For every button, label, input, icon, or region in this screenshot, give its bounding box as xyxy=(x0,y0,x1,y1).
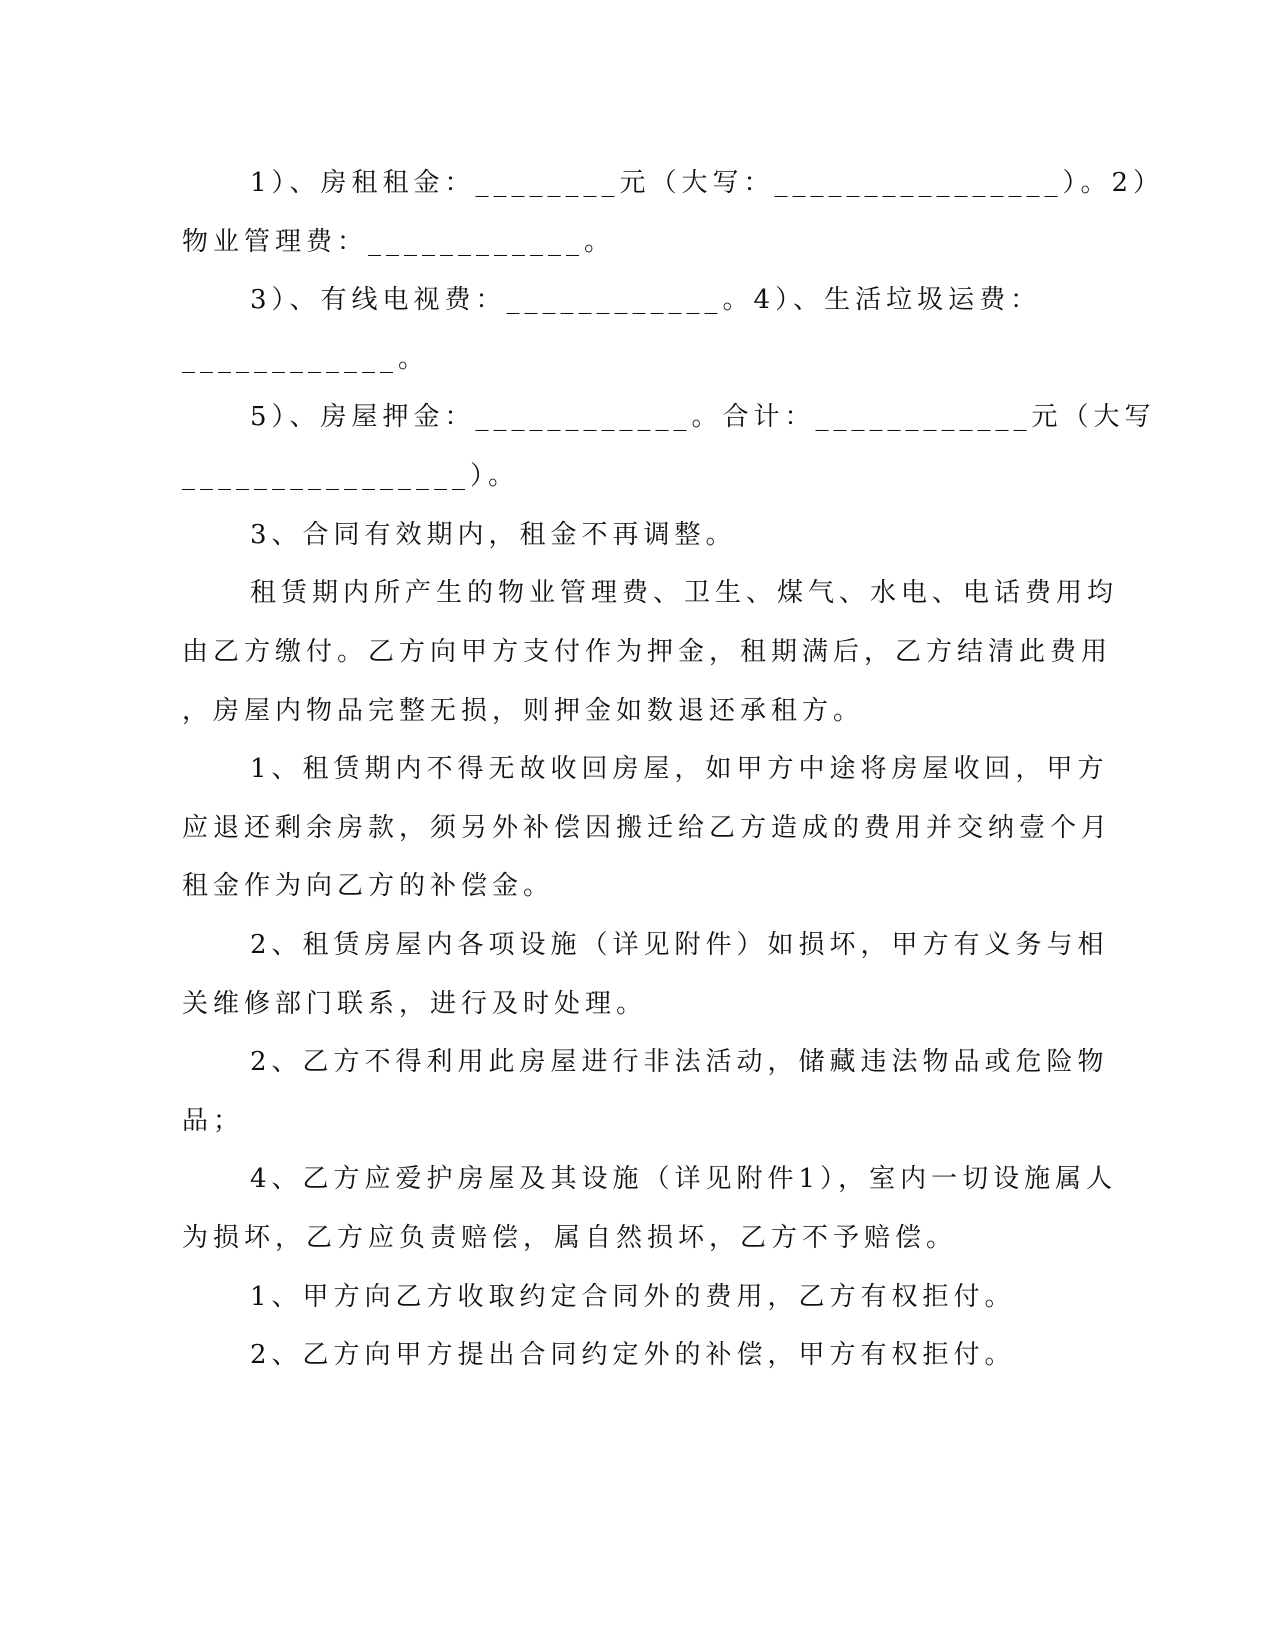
text-line-clause-2-refuse: 2、乙方向甲方提出合同约定外的补偿，甲方有权拒付。 xyxy=(250,1340,1016,1370)
text-line-clause-1-c: 租金作为向乙方的补偿金。 xyxy=(182,871,555,901)
text-line-clause-2-b: 关维修部门联系，进行及时处理。 xyxy=(182,989,648,1019)
text-line-clause-1-a: 1、租赁期内不得无故收回房屋，如甲方中途将房屋收回，甲方 xyxy=(250,754,1109,784)
text-line-clause-2-a: 2、租赁房屋内各项设施（详见附件）如损坏，甲方有义务与相 xyxy=(250,930,1109,960)
text-line-clause-1-refuse: 1、甲方向乙方收取约定合同外的费用，乙方有权拒付。 xyxy=(250,1282,1016,1312)
text-line-fees-paragraph-1: 租赁期内所产生的物业管理费、卫生、煤气、水电、电话费用均 xyxy=(250,578,1119,608)
text-line-property-fee: 物业管理费：____________。 xyxy=(182,227,616,257)
text-line-cable-tv-fee: 3）、有线电视费：____________。4）、生活垃圾运费： xyxy=(250,285,1042,315)
text-line-fees-paragraph-2: 由乙方缴付。乙方向甲方支付作为押金，租期满后，乙方结清此费用 xyxy=(182,637,1113,667)
text-line-total-capital: ________________）。 xyxy=(182,461,520,491)
text-line-clause-4-b: 为损坏，乙方应负责赔偿，属自然损坏，乙方不予赔偿。 xyxy=(182,1223,958,1253)
text-line-clause-1-b: 应退还剩余房款，须另外补偿因搬迁给乙方造成的费用并交纳壹个月 xyxy=(182,813,1113,843)
text-line-deposit-total: 5）、房屋押金：____________。合计：____________元（大写 xyxy=(250,402,1156,432)
text-line-rent: 1）、房租租金：________元（大写：________________）。2） xyxy=(250,168,1165,198)
text-line-clause-4-a: 4、乙方应爱护房屋及其设施（详见附件1），室内一切设施属人 xyxy=(250,1164,1118,1194)
text-line-clause-3: 3、合同有效期内，租金不再调整。 xyxy=(250,520,737,550)
text-line-clause-2b-a: 2、乙方不得利用此房屋进行非法活动，储藏违法物品或危险物 xyxy=(250,1047,1109,1077)
text-line-fees-paragraph-3: ，房屋内物品完整无损，则押金如数退还承租方。 xyxy=(182,696,865,726)
text-line-garbage-fee-blank: ____________。 xyxy=(182,344,430,374)
text-line-clause-2b-b: 品； xyxy=(182,1106,245,1136)
